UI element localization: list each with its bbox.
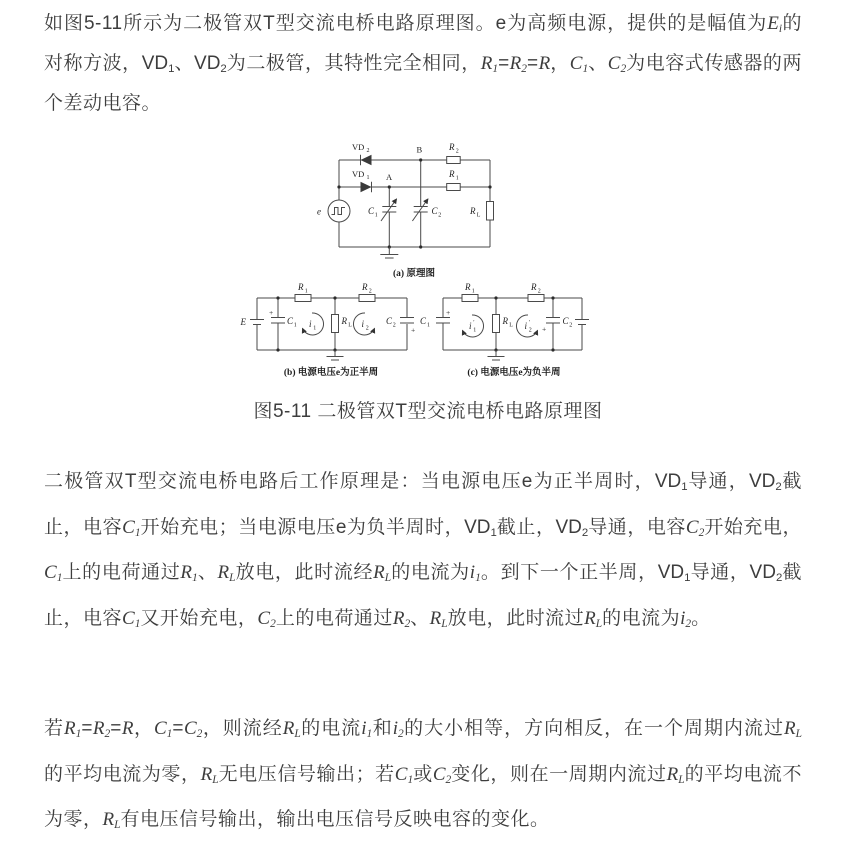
resistor-rl-c	[493, 298, 514, 350]
loop-current-i2-prime	[516, 315, 537, 337]
i1-sub: 1	[313, 325, 317, 332]
subcaption-b: (b) 电源电压e为正半周	[283, 368, 379, 378]
loop-current-i1	[303, 313, 324, 335]
rl-label: R	[470, 206, 476, 216]
r1-sub: 1	[471, 288, 475, 295]
capacitor-c2-b	[386, 316, 415, 335]
source-label: e	[317, 206, 321, 217]
node-a-label: A	[386, 172, 393, 182]
i2p-sub: 2	[528, 327, 532, 334]
i2-sub: 2	[365, 325, 369, 332]
capacitor-c1-a	[368, 199, 397, 221]
r1-sub: 1	[455, 175, 459, 182]
c1-label: C	[368, 206, 375, 216]
plus-sign: +	[446, 308, 451, 317]
subcaption-a: (a) 原理图	[393, 269, 435, 279]
vd2-sub: 2	[366, 148, 370, 154]
plus-sign: +	[411, 325, 416, 335]
resistor-r2-b	[359, 282, 375, 302]
r2-sub: 2	[455, 148, 459, 155]
c2-label: C	[562, 316, 569, 326]
battery-e-label: E	[240, 317, 246, 327]
paragraph-principle: 二极管双T型交流电桥电路后工作原理是：当电源电压e为正半周时，$VD_1$导通，$VD_2$截止，电容$C_1$开始充电；当电源电压e为负半周时，$VD_1$截止，$VD_2$导通，电容$C_2$开始充电，$C_1$上的电荷通过$R_1$、$R_L$放电，此时流经$R_L$的电流为$i_1$。到下一个正半周，$VD_1$导通，$VD_2$截止，电容$C_1$又开始充电，$C_2$上的电荷通过$R_2$、$R_L$放电，此时流过$R_L$的电流为$i_2$。	[44, 471, 802, 630]
resistor-r2-c	[528, 282, 544, 302]
plus-sign: +	[269, 308, 274, 317]
resistor-r1-a	[447, 169, 461, 191]
c1-sub: 1	[427, 322, 430, 329]
r1-label: R	[465, 282, 471, 292]
resistor-r1-c	[462, 282, 478, 302]
vd1-label: VD	[352, 169, 365, 179]
resistor-r1-b	[295, 282, 311, 302]
circuit-a	[317, 142, 494, 279]
capacitor-c2-c	[542, 298, 572, 350]
resistor-r2-a	[447, 142, 461, 164]
circuit-c	[420, 282, 589, 378]
c2-sub: 2	[392, 322, 396, 329]
r1-sub: 1	[304, 288, 308, 295]
subcaption-c: (c) 电源电压e为负半周	[467, 368, 561, 378]
loop-current-i1-prime	[463, 315, 484, 337]
c2-label: C	[431, 206, 438, 216]
r2-label: R	[531, 282, 537, 292]
c2-sub: 2	[569, 322, 573, 329]
rl-label: R	[341, 316, 347, 326]
plus-sign: +	[542, 324, 547, 334]
vd1-sub: 1	[366, 175, 370, 181]
circuit-b	[240, 282, 415, 378]
diode-vd2	[352, 142, 372, 165]
i2-label: i	[361, 319, 365, 329]
c1-sub: 1	[293, 322, 297, 329]
loop-current-i2	[353, 313, 374, 335]
circuit-diagram-svg	[240, 133, 590, 385]
r1-label: R	[298, 282, 304, 292]
figure-caption: 图5-11 二极管双T型交流电桥电路原理图	[253, 401, 603, 422]
rl-sub: L	[476, 212, 481, 219]
i1p-prime: ′	[473, 320, 475, 326]
i2p-prime: ′	[528, 320, 531, 326]
c2-sub: 2	[438, 212, 442, 219]
ground-symbol-b	[327, 350, 344, 360]
r2-label: R	[362, 282, 368, 292]
ac-source-symbol	[317, 200, 350, 222]
c1-label: C	[287, 316, 294, 326]
i2p-label: i	[524, 321, 528, 331]
i1-label: i	[309, 319, 312, 329]
capacitor-c2-a	[412, 199, 441, 221]
i1p-sub: 1	[473, 327, 477, 334]
capacitor-c1-c	[420, 308, 450, 329]
battery-e-b	[240, 317, 264, 327]
rl-sub: L	[348, 322, 352, 329]
r2-sub: 2	[368, 288, 372, 295]
circuit-figure	[240, 133, 590, 385]
node-b-label: B	[416, 144, 423, 155]
paragraph-intro: 如图5-11所示为二极管双T型交流电桥电路原理图。e为高频电源，提供的是幅值为$E_i$的对称方波，$VD_1$、$VD_2$为二极管，其特性完全相同，$R_1=R_2=R$，$C_1$、$C_2$为电容式传感器的两个差动电容。	[44, 13, 802, 114]
c1-label: C	[419, 316, 426, 326]
paragraph-analysis: 若$R_1=R_2=R$，$C_1=C_2$，则流经$R_L$的电流$i_1$和$i_2$的大小相等，方向相反，在一个周期内流过$R_L$的平均电流为零，$R_L$无电压信号输出；若$C_1$或$C_2$变化，则在一周期内流过$R_L$的平均电流不为零，$R_L$有电压信号输出，输出电压信号反映电容的变化。	[44, 718, 802, 831]
c1-sub: 1	[374, 212, 378, 219]
resistor-rl-a	[469, 202, 494, 221]
c2-label: C	[386, 316, 393, 326]
r1-label: R	[449, 169, 455, 179]
i1p-label: i	[469, 321, 472, 331]
rl-sub: L	[509, 322, 513, 329]
capacitor-c1-b	[269, 298, 297, 350]
ground-symbol-a	[380, 247, 398, 258]
vd2-label: VD	[352, 142, 365, 152]
rl-label: R	[502, 316, 508, 326]
battery-symbol-c	[575, 320, 589, 325]
r2-label: R	[449, 142, 455, 152]
ground-symbol-c	[488, 350, 505, 360]
resistor-rl-b	[332, 298, 353, 350]
r2-sub: 2	[537, 288, 541, 295]
diode-vd1	[352, 169, 372, 192]
